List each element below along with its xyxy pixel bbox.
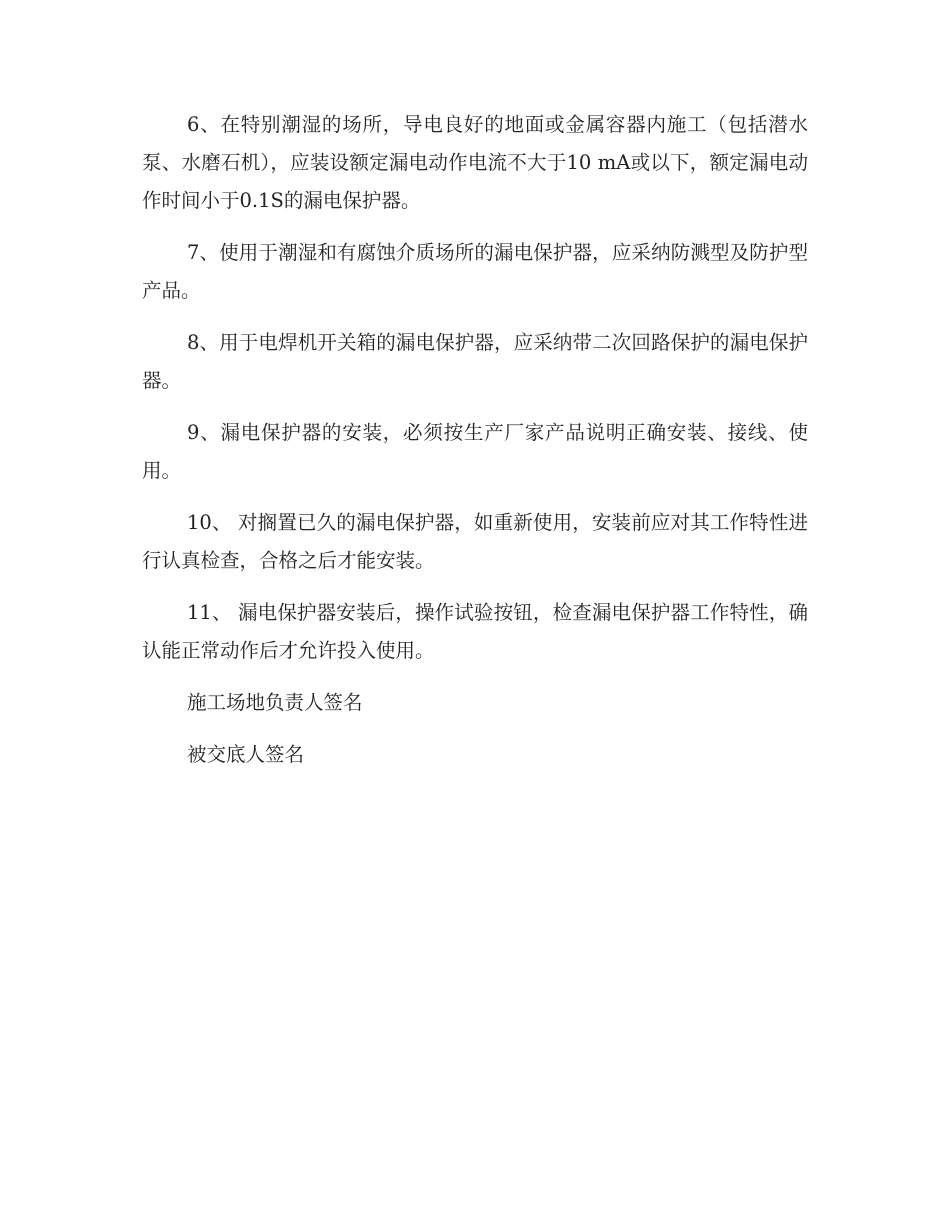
site-manager-signature-label: 施工场地负责人签名 xyxy=(187,691,363,714)
paragraph-item-10: 10、 对搁置已久的漏电保护器，如重新使用，安装前应对其工作特性进行认真检查，合格之后才能安装。 xyxy=(142,511,808,572)
paragraph-item-7: 7、使用于潮湿和有腐蚀介质场所的漏电保护器，应采纳防溅型及防护型产品。 xyxy=(142,241,808,302)
document-body xyxy=(142,106,808,788)
paragraph-item-11: 11、 漏电保护器安装后，操作试验按钮，检查漏电保护器工作特性，确认能正常动作后才允许投入使用。 xyxy=(142,601,808,662)
paragraph-item-8: 8、用于电焊机开关箱的漏电保护器，应采纳带二次回路保护的漏电保护器。 xyxy=(142,331,808,392)
paragraph-item-6: 6、在特别潮湿的场所，导电良好的地面或金属容器内施工（包括潜水泵、水磨石机），应装设额定漏电动作电流不大于10 mA或以下，额定漏电动作时间小于0.1S的漏电保护器。 xyxy=(142,113,808,212)
paragraph-item-9: 9、漏电保护器的安装，必须按生产厂家产品说明正确安装、接线、使用。 xyxy=(142,421,808,482)
recipient-signature-label: 被交底人签名 xyxy=(187,743,305,766)
